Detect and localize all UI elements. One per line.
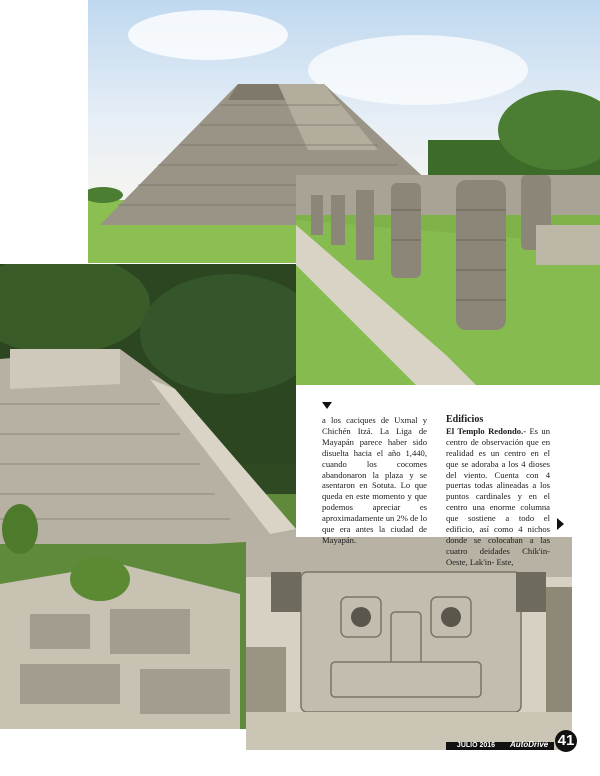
article-paragraph (446, 426, 550, 568)
section-heading: Edificios (446, 414, 484, 425)
columns-photo (296, 175, 600, 385)
columns-image (296, 175, 600, 385)
magazine-brand: AutoDrive (510, 740, 549, 749)
article-column-1 (322, 415, 427, 546)
issue-date: JULIO 2016 (456, 742, 496, 749)
mask-photo (246, 537, 572, 750)
page-number: 41 (555, 730, 577, 752)
article-column-2 (446, 415, 550, 568)
stone-mask-image (246, 537, 572, 750)
arrow-down-icon (322, 402, 332, 409)
lead-in: El Templo Redondo.- (446, 425, 527, 436)
arrow-right-icon (557, 518, 564, 530)
paragraph-body: Es un centro de observación que en realidad es un centro en el que se adoraba a los 4 dioses del viento. Cuenta con 4 puertas todas alineadas a los puntos cardinales y en el centro una enorme columna que sostiene a todo el edificio, así como 4 nichos donde se colocaban a las cuatro deidades Chik'in-Oeste, Lak'in- Este, (446, 425, 550, 567)
article-paragraph: a los caciques de Uxmal y Chichén Itzá. La Liga de Mayapán parece haber sido disuelta hacia el año 1,440, cuando los cocomes abandonaron la plaza y se asentaron en Sotuta. Lo que queda en este momento y que podemos apreciar es aproximadamente un 2% de lo que era antes la ciudad de Mayapán. (322, 415, 428, 545)
